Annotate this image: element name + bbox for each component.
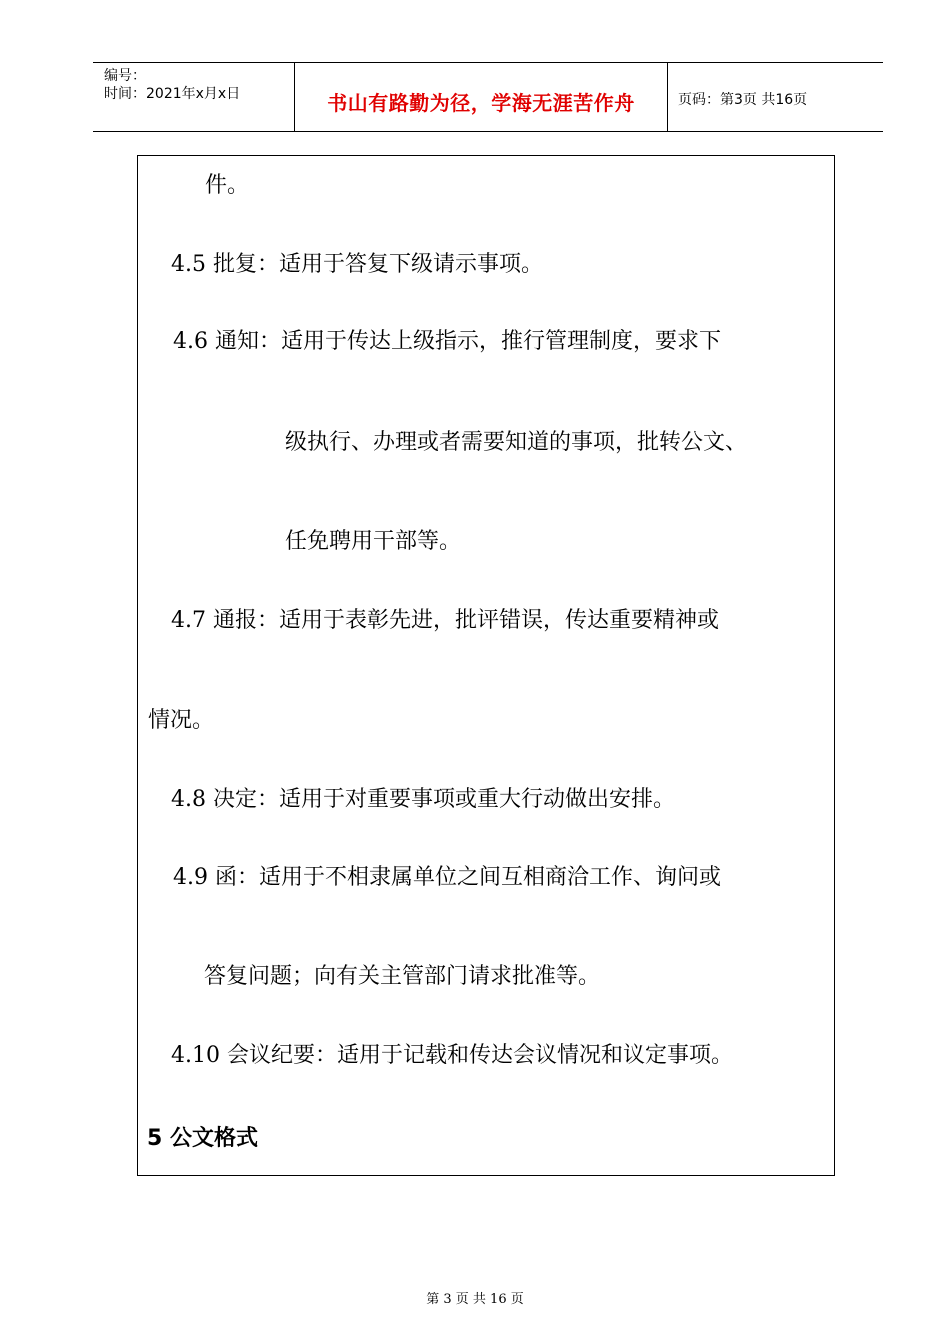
section-heading: 5 公文格式 [147,1126,258,1151]
page-footer: 第 3 页 共 16 页 [426,1292,524,1307]
document-date-label: 时间：2021年x月x日 [104,86,241,102]
header-motto-cell [294,63,668,131]
text-line-5: 任免聘用干部等。 [285,529,462,554]
header-motto: 书山有路勤为径，学海无涯苦作舟 [327,91,635,115]
text-line-7: 情况。 [148,708,215,733]
text-line-3: 4.6 通知：适用于传达上级指示，推行管理制度，要求下 [173,329,721,354]
text-line-11: 4.10 会议纪要：适用于记载和传达会议情况和议定事项。 [171,1043,733,1068]
text-line-2: 4.5 批复：适用于答复下级请示事项。 [171,252,543,277]
header-page-cell [668,63,883,131]
text-line-10: 答复问题；向有关主管部门请求批准等。 [204,964,601,989]
text-line-1: 件。 [205,173,250,198]
header-page-number: 页码：第3页 共16页 [678,92,808,108]
text-line-4: 级执行、办理或者需要知道的事项，批转公文、 [285,430,748,455]
page-header [93,62,883,132]
text-line-6: 4.7 通报：适用于表彰先进，批评错误，传达重要精神或 [171,608,719,633]
text-line-8: 4.8 决定：适用于对重要事项或重大行动做出安排。 [171,787,675,812]
document-number-label: 编号： [104,68,146,84]
content-box [137,155,835,1176]
text-line-9: 4.9 函：适用于不相隶属单位之间互相商洽工作、询问或 [173,865,721,890]
header-meta-cell [93,63,293,131]
